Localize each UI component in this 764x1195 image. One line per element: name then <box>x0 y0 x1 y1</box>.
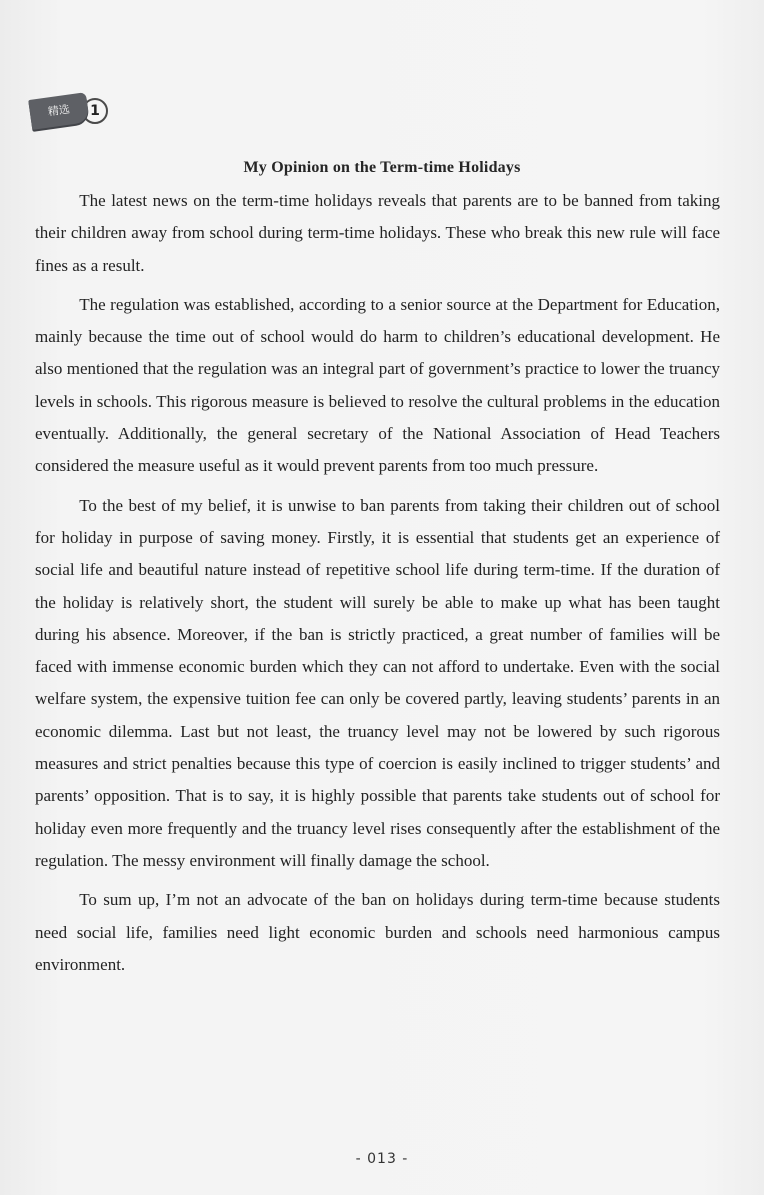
paragraph-4: To sum up, I’m not an advocate of the ban on holidays during term-time because students need social life, families need light economic burden and schools need harmonious campus environment. <box>35 890 720 974</box>
paragraph-1: The latest news on the term-time holidays reveals that parents are to be banned from taking their children away from school during term-time holidays. These who break this new rule will face fines as a result. <box>35 191 720 275</box>
essay-body <box>35 185 720 988</box>
paragraph-2: The regulation was established, according to a senior source at the Department for Education, mainly because the time out of school would do harm to children’s educational development. He also mentioned that the regulation was an integral part of government’s practice to lower the truancy levels in schools. This rigorous measure is believed to resolve the cultural problems in the education eventually. Additionally, the general secretary of the National Association of Head Teachers considered the measure useful as it would prevent parents from too much pressure. <box>35 294 720 476</box>
badge-tag: 精选 <box>28 92 90 130</box>
essay-title: My Opinion on the Term-time Holidays <box>243 159 521 176</box>
page-number: - 013 - <box>355 1151 409 1167</box>
section-badge <box>30 96 108 126</box>
badge-number: 1 <box>82 98 108 124</box>
paragraph-3: To the best of my belief, it is unwise to ban parents from taking their children out of school for holiday in purpose of saving money. Firstly, it is essential that students get an experience of social life and beautiful nature instead of repetitive school life during term-time. If the duration of the holiday is relatively short, the student will surely be able to make up what has been taught during his absence. Moreover, if the ban is strictly practiced, a great number of families will be faced with immense economic burden which they can not afford to undertake. Even with the social welfare system, the expensive tuition fee can only be covered partly, leaving students’ parents in an economic dilemma. Last but not least, the truancy level may not be lowered by such rigorous measures and strict penalties because this type of coercion is easily inclined to trigger students’ and parents’ opposition. That is to say, it is highly possible that parents take students out of school for holiday even more frequently and the truancy level rises consequently after the establishment of the regulation. The messy environment will finally damage the school. <box>35 495 720 870</box>
